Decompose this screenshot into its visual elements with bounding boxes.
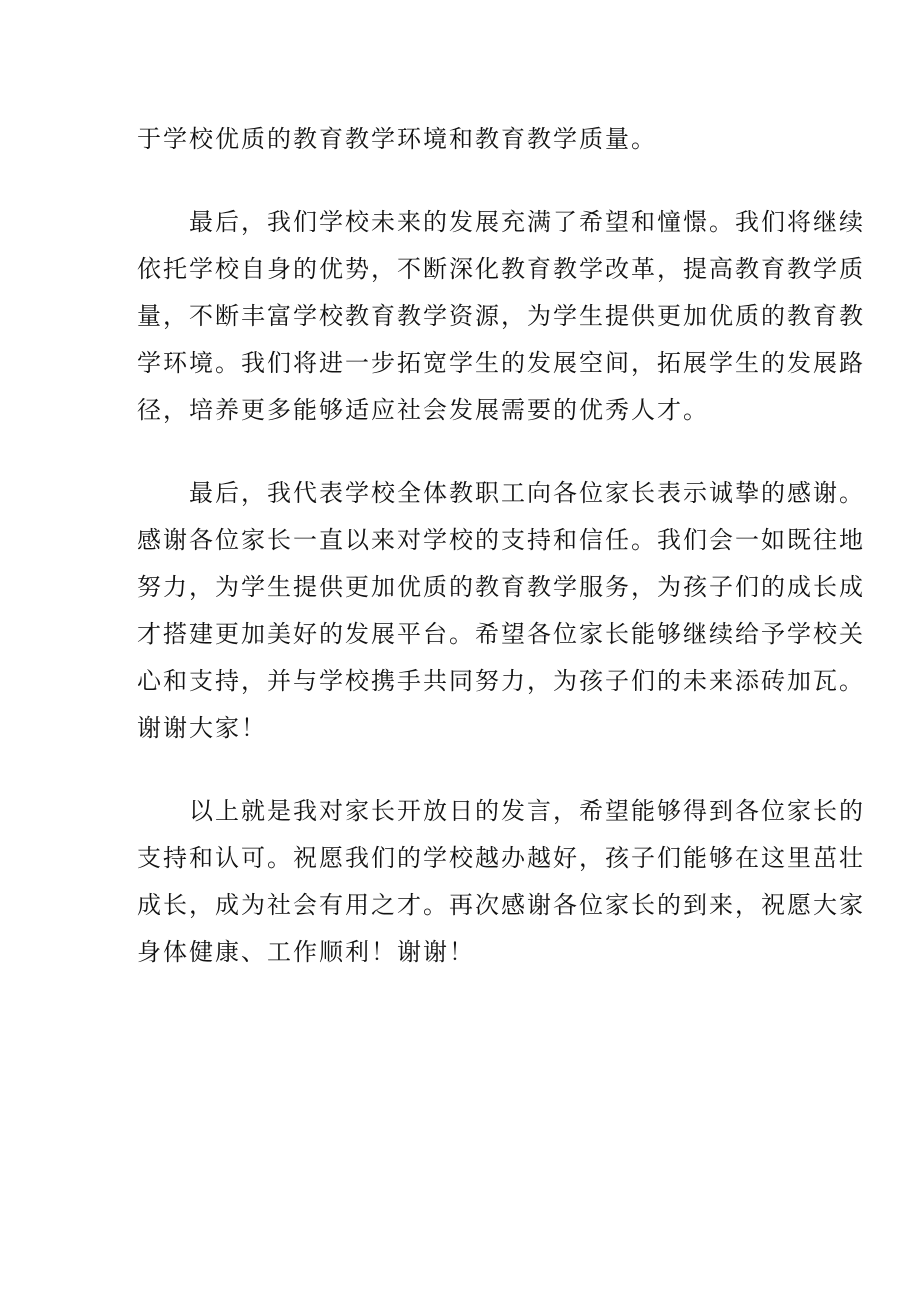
paragraph-closing (137, 788, 865, 976)
text-line: 径，培养更多能够适应社会发展需要的优秀人才。 (137, 396, 709, 424)
text-line: 支持和认可。祝愿我们的学校越办越好，孩子们能够在这里茁壮 (137, 844, 865, 872)
text-line: 才搭建更加美好的发展平台。希望各位家长能够继续给予学校关 (137, 620, 865, 648)
text-line: 最后，我代表学校全体教职工向各位家长表示诚挚的感谢。 (137, 479, 865, 507)
text-line: 以上就是我对家长开放日的发言，希望能够得到各位家长的 (137, 797, 865, 825)
text-line: 谢谢大家！ (137, 714, 267, 742)
document-body (137, 116, 865, 1012)
text-line: 感谢各位家长一直以来对学校的支持和信任。我们会一如既往地 (137, 526, 865, 554)
text-line: 成长，成为社会有用之才。再次感谢各位家长的到来，祝愿大家 (137, 891, 865, 919)
text-line: 量，不断丰富学校教育教学资源，为学生提供更加优质的教育教 (137, 302, 865, 330)
text-line: 努力，为学生提供更加优质的教育教学服务，为孩子们的成长成 (137, 573, 865, 601)
text-line: 依托学校自身的优势，不断深化教育教学改革，提高教育教学质 (137, 255, 865, 283)
text-line: 学环境。我们将进一步拓宽学生的发展空间，拓展学生的发展路 (137, 349, 865, 377)
paragraph-continuation (137, 116, 787, 163)
text-line: 心和支持，并与学校携手共同努力，为孩子们的未来添砖加瓦。 (137, 667, 865, 695)
text-line: 最后，我们学校未来的发展充满了希望和憧憬。我们将继续 (137, 208, 865, 236)
paragraph-thanks (137, 470, 865, 752)
paragraph-future-development (137, 199, 865, 434)
text-line: 身体健康、工作顺利！谢谢！ (137, 938, 475, 966)
text-line: 于学校优质的教育教学环境和教育教学质量。 (137, 125, 657, 153)
